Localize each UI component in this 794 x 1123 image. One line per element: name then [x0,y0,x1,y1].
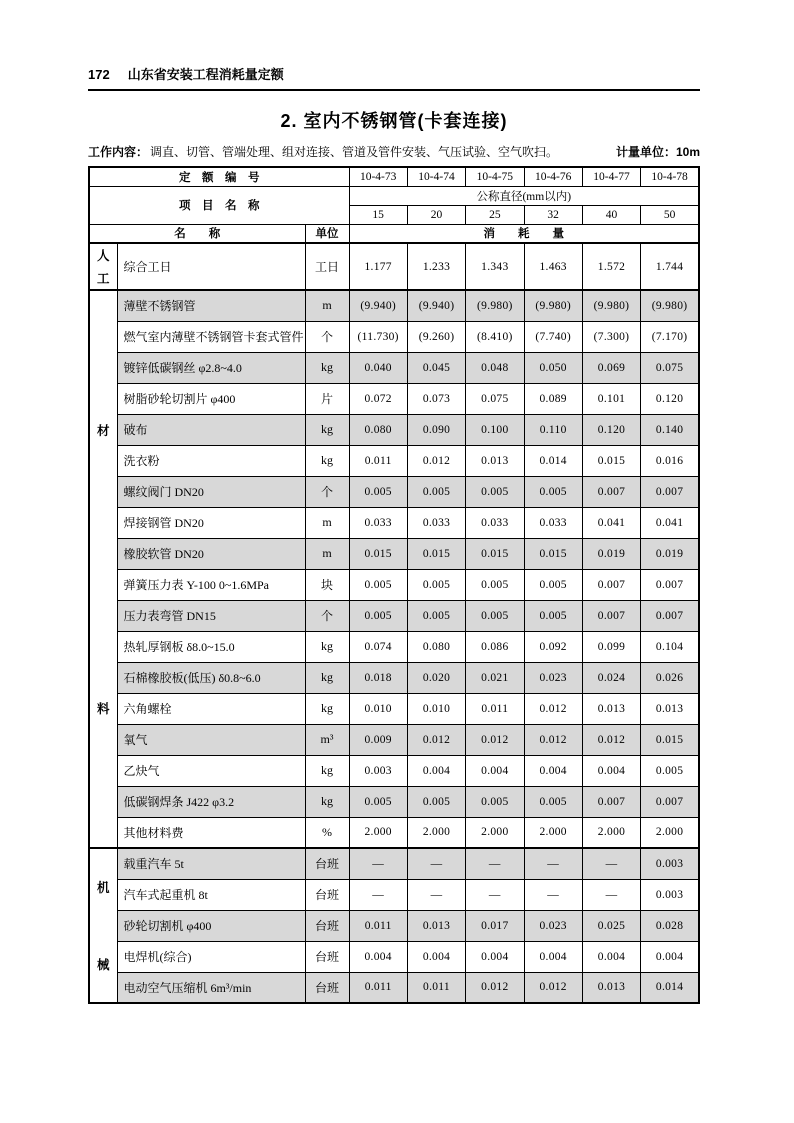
item-name-cell: 氧气 [117,724,305,755]
value-cell: 0.004 [582,755,640,786]
item-name-cell: 石棉橡胶板(低压) δ0.8~6.0 [117,662,305,693]
value-cell: 0.013 [582,693,640,724]
value-cell: 0.072 [349,383,407,414]
value-cell: 0.013 [582,972,640,1003]
value-cell: 0.075 [466,383,524,414]
value-cell: 0.069 [582,352,640,383]
quota-code: 10-4-76 [524,167,582,186]
unit-cell: kg [305,445,349,476]
diameter-value: 15 [349,205,407,224]
unit-cell: kg [305,755,349,786]
value-cell: 0.015 [466,538,524,569]
value-cell: (9.980) [641,290,699,321]
value-cell: 2.000 [466,817,524,848]
table-row [89,693,699,724]
value-cell: 0.005 [524,569,582,600]
value-cell: 2.000 [582,817,640,848]
value-cell: — [582,848,640,879]
table-row [89,445,699,476]
value-cell: 0.080 [407,631,465,662]
value-cell: 0.005 [407,786,465,817]
table-row [89,755,699,786]
value-cell: 0.015 [641,724,699,755]
value-cell: 0.004 [641,941,699,972]
value-cell: 0.024 [582,662,640,693]
item-name-cell: 焊接钢管 DN20 [117,507,305,538]
value-cell: 0.003 [641,848,699,879]
value-cell: (9.260) [407,321,465,352]
item-name-cell: 汽车式起重机 8t [117,879,305,910]
unit-cell: 个 [305,321,349,352]
value-cell: 0.004 [582,941,640,972]
table-row [89,600,699,631]
item-name-cell: 薄壁不锈钢管 [117,290,305,321]
value-cell: 0.007 [582,569,640,600]
table-row [89,290,699,321]
category-cell-labor [89,243,117,290]
diameter-value: 32 [524,205,582,224]
category-cell-machinery [89,848,117,1003]
value-cell: 0.015 [524,538,582,569]
unit-cell: kg [305,786,349,817]
unit-cell: 台班 [305,910,349,941]
table-row [89,321,699,352]
item-name-cell: 镀锌低碳钢丝 φ2.8~4.0 [117,352,305,383]
value-cell: 0.090 [407,414,465,445]
item-name-cell: 洗衣粉 [117,445,305,476]
value-cell: 0.026 [641,662,699,693]
value-cell: 0.012 [524,972,582,1003]
value-cell: 0.075 [641,352,699,383]
value-cell: 2.000 [524,817,582,848]
value-cell: — [349,879,407,910]
value-cell: 0.005 [524,786,582,817]
table-row [89,414,699,445]
table-row [89,569,699,600]
value-cell: 0.005 [349,600,407,631]
quota-table-head [89,167,699,243]
quota-code: 10-4-78 [641,167,699,186]
unit-cell: 台班 [305,941,349,972]
value-cell: — [524,879,582,910]
value-cell: (7.300) [582,321,640,352]
table-row [89,507,699,538]
diameter-value: 20 [407,205,465,224]
value-cell: 0.101 [582,383,640,414]
table-body [89,243,699,1003]
table-row [89,879,699,910]
table-row [89,941,699,972]
quota-code-label: 定 额 编 号 [89,167,349,186]
category-cell-material [89,290,117,848]
value-cell: 0.021 [466,662,524,693]
value-cell: — [407,879,465,910]
value-cell: (11.730) [349,321,407,352]
table-row [89,724,699,755]
value-cell: 0.023 [524,662,582,693]
value-cell: 0.025 [582,910,640,941]
running-head-title: 山东省安装工程消耗量定额 [127,67,284,82]
value-cell: 0.028 [641,910,699,941]
value-cell: 2.000 [349,817,407,848]
page-number: 172 [88,67,110,82]
unit-cell: m [305,538,349,569]
item-name-cell: 弹簧压力表 Y-100 0~1.6MPa [117,569,305,600]
value-cell: 0.011 [349,445,407,476]
value-cell: 1.233 [407,243,465,290]
value-cell: 0.041 [641,507,699,538]
table-row [89,910,699,941]
value-cell: 0.004 [407,941,465,972]
value-cell: (9.940) [407,290,465,321]
value-cell: 0.003 [641,879,699,910]
value-cell: 0.015 [407,538,465,569]
value-cell: 0.005 [641,755,699,786]
value-cell: 1.463 [524,243,582,290]
value-cell: 0.004 [349,941,407,972]
item-name-cell: 低碳钢焊条 J422 φ3.2 [117,786,305,817]
value-cell: 0.018 [349,662,407,693]
value-cell: 0.013 [641,693,699,724]
measure-unit-label: 计量单位：10m [615,145,700,159]
value-cell: 0.005 [407,569,465,600]
value-cell: 0.033 [524,507,582,538]
unit-cell: kg [305,693,349,724]
value-cell: 0.023 [524,910,582,941]
diameter-value: 25 [466,205,524,224]
value-cell: 0.120 [641,383,699,414]
value-cell: 0.012 [466,724,524,755]
unit-cell: 台班 [305,848,349,879]
running-head [88,64,700,91]
value-cell: 0.011 [466,693,524,724]
diameter-value: 50 [641,205,699,224]
diameter-header: 公称直径(mm以内) [349,186,699,205]
table-row [89,538,699,569]
unit-cell: m³ [305,724,349,755]
value-cell: 0.014 [641,972,699,1003]
value-cell: 0.074 [349,631,407,662]
value-cell: 0.005 [524,476,582,507]
value-cell: — [582,879,640,910]
unit-cell: kg [305,631,349,662]
table-row [89,476,699,507]
value-cell: 0.048 [466,352,524,383]
value-cell: 0.013 [407,910,465,941]
value-cell: 0.005 [407,600,465,631]
value-cell: 0.007 [582,600,640,631]
unit-cell: kg [305,414,349,445]
value-cell: 0.050 [524,352,582,383]
value-cell: (9.980) [582,290,640,321]
value-cell: 0.089 [524,383,582,414]
value-cell: 1.177 [349,243,407,290]
table-row [89,848,699,879]
value-cell: 1.343 [466,243,524,290]
value-cell: 0.005 [349,569,407,600]
value-cell: 0.007 [582,476,640,507]
table-row [89,383,699,414]
quota-code-row [89,167,699,186]
value-cell: 0.011 [407,972,465,1003]
value-cell: 0.011 [349,972,407,1003]
value-cell: 0.014 [524,445,582,476]
value-cell: 0.012 [524,693,582,724]
value-cell: 1.744 [641,243,699,290]
value-cell: 0.012 [524,724,582,755]
quota-code: 10-4-74 [407,167,465,186]
value-cell: 0.005 [466,786,524,817]
value-cell: 0.017 [466,910,524,941]
value-cell: 0.010 [349,693,407,724]
value-cell: 0.080 [349,414,407,445]
value-cell: 0.092 [524,631,582,662]
value-cell: 0.040 [349,352,407,383]
value-cell: — [466,848,524,879]
quota-code: 10-4-73 [349,167,407,186]
value-cell: 0.011 [349,910,407,941]
table-row [89,972,699,1003]
value-cell: 0.012 [407,445,465,476]
value-cell: 0.010 [407,693,465,724]
item-name-cell: 树脂砂轮切割片 φ400 [117,383,305,414]
value-cell: — [349,848,407,879]
value-cell: 0.015 [349,538,407,569]
value-cell: 0.086 [466,631,524,662]
diameter-value: 40 [582,205,640,224]
unit-cell: m [305,290,349,321]
value-cell: 0.004 [524,755,582,786]
value-cell: 0.007 [641,786,699,817]
value-cell: (7.740) [524,321,582,352]
item-name-cell: 橡胶软管 DN20 [117,538,305,569]
value-cell: 1.572 [582,243,640,290]
value-cell: 0.120 [582,414,640,445]
name-column-label: 名 称 [89,224,305,243]
value-cell: 0.012 [466,972,524,1003]
category-label: 人 工 [96,249,110,286]
unit-cell: 个 [305,476,349,507]
value-cell: 0.005 [349,786,407,817]
value-cell: 2.000 [641,817,699,848]
value-cell: 0.033 [466,507,524,538]
value-cell: 0.004 [466,755,524,786]
value-cell: 0.007 [641,476,699,507]
value-cell: 0.015 [582,445,640,476]
value-cell: 0.013 [466,445,524,476]
value-cell: 0.004 [524,941,582,972]
value-cell: 0.009 [349,724,407,755]
value-cell: (7.170) [641,321,699,352]
value-cell: 0.041 [582,507,640,538]
value-cell: 0.020 [407,662,465,693]
item-name-cell: 砂轮切割机 φ400 [117,910,305,941]
unit-column-label: 单位 [305,224,349,243]
unit-cell: 片 [305,383,349,414]
value-cell: (9.980) [466,290,524,321]
value-cell: 0.005 [349,476,407,507]
item-name-cell: 电焊机(综合) [117,941,305,972]
quota-code: 10-4-77 [582,167,640,186]
item-name-cell: 热轧厚钢板 δ8.0~15.0 [117,631,305,662]
value-cell: (9.940) [349,290,407,321]
value-cell: 0.007 [582,786,640,817]
value-cell: 0.005 [407,476,465,507]
value-cell: 0.073 [407,383,465,414]
value-cell: 0.005 [466,476,524,507]
consumption-column-label: 消 耗 量 [349,224,699,243]
item-name-cell: 压力表弯管 DN15 [117,600,305,631]
value-cell: 0.005 [466,600,524,631]
value-cell: 0.100 [466,414,524,445]
unit-cell: 台班 [305,972,349,1003]
table-row [89,631,699,662]
value-cell: 0.016 [641,445,699,476]
section-title: 2. 室内不锈钢管(卡套连接) [280,111,508,131]
table-row [89,243,699,290]
work-content-line [88,143,700,160]
work-content-label: 工作内容： [88,145,149,159]
value-cell: 0.104 [641,631,699,662]
value-cell: 0.140 [641,414,699,445]
value-cell: 0.007 [641,600,699,631]
item-name-cell: 综合工日 [117,243,305,290]
column-header-row [89,224,699,243]
item-name-cell: 六角螺栓 [117,693,305,724]
table-row [89,662,699,693]
item-name-cell: 螺纹阀门 DN20 [117,476,305,507]
work-content-text: 调直、切管、管端处理、组对连接、管道及管件安装、气压试验、空气吹扫。 [150,145,559,159]
value-cell: 0.004 [407,755,465,786]
value-cell: 0.019 [641,538,699,569]
unit-cell: 台班 [305,879,349,910]
diameter-header-row [89,186,699,205]
value-cell: — [466,879,524,910]
item-name-cell: 其他材料费 [117,817,305,848]
unit-cell: % [305,817,349,848]
value-cell: 0.019 [582,538,640,569]
unit-cell: kg [305,662,349,693]
unit-cell: kg [305,352,349,383]
table-row [89,352,699,383]
quota-code: 10-4-75 [466,167,524,186]
item-name-cell: 电动空气压缩机 6m³/min [117,972,305,1003]
value-cell: — [407,848,465,879]
value-cell: 0.099 [582,631,640,662]
value-cell: 0.110 [524,414,582,445]
value-cell: (9.980) [524,290,582,321]
value-cell: 0.012 [582,724,640,755]
unit-cell: m [305,507,349,538]
item-name-cell: 载重汽车 5t [117,848,305,879]
value-cell: 0.045 [407,352,465,383]
item-name-label: 项 目 名 称 [89,186,349,224]
item-name-cell: 燃气室内薄壁不锈钢管卡套式管件 [117,321,305,352]
value-cell: 0.033 [349,507,407,538]
unit-cell: 个 [305,600,349,631]
value-cell: 0.003 [349,755,407,786]
table-row [89,817,699,848]
item-name-cell: 破布 [117,414,305,445]
value-cell: 0.005 [524,600,582,631]
unit-cell: 块 [305,569,349,600]
item-name-cell: 乙炔气 [117,755,305,786]
value-cell: 0.033 [407,507,465,538]
table-row [89,786,699,817]
value-cell: 0.005 [466,569,524,600]
quota-table [88,166,700,1004]
value-cell: 0.004 [466,941,524,972]
value-cell: 0.007 [641,569,699,600]
value-cell: 2.000 [407,817,465,848]
category-label: 材 料 [96,424,110,716]
value-cell: 0.012 [407,724,465,755]
category-label: 机 械 [96,881,110,972]
unit-cell: 工日 [305,243,349,290]
value-cell: (8.410) [466,321,524,352]
value-cell: — [524,848,582,879]
